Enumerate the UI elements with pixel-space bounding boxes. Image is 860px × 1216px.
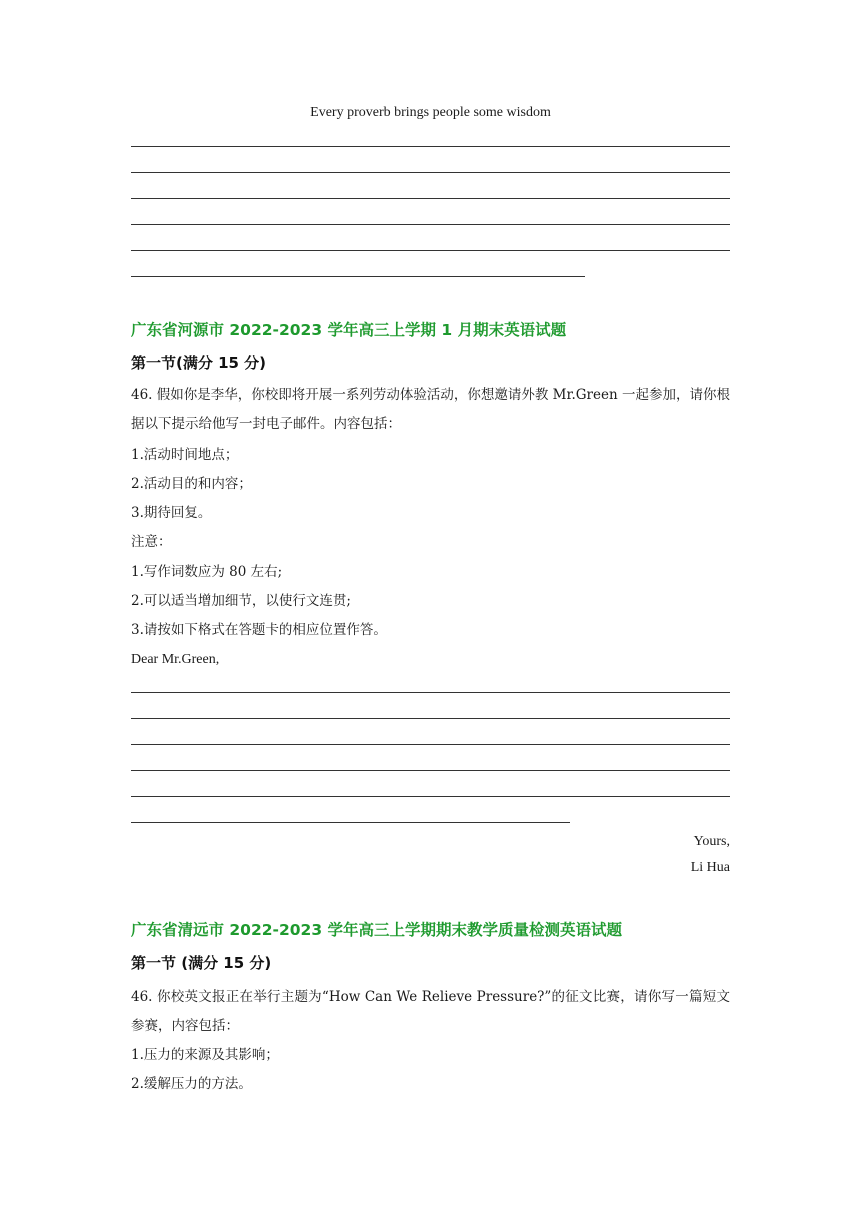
content-item: 1.活动时间地点； (131, 447, 239, 463)
question-prompt: 46. 你校英文报正在举行主题为“How Can We Relieve Pressure?”的征文比赛，请你写一篇短文参赛，内容包括： (131, 989, 730, 1034)
answer-line (131, 224, 730, 225)
letter-closing: Yours, (693, 834, 730, 849)
answer-line (131, 172, 730, 173)
answer-line (131, 770, 730, 771)
answer-line (131, 718, 730, 719)
note-item: 2.可以适当增加细节，以使行文连贯; (131, 593, 351, 609)
answer-line (131, 198, 730, 199)
answer-line (131, 146, 730, 147)
essay-title: Every proverb brings people some wisdom (310, 105, 551, 120)
content-item: 1.压力的来源及其影响； (131, 1047, 279, 1063)
content-item: 2.活动目的和内容； (131, 476, 252, 492)
answer-line (131, 250, 730, 251)
note-item: 3.请按如下格式在答题卡的相应位置作答。 (131, 622, 387, 638)
answer-line (131, 796, 730, 797)
section-title-qingyuan: 广东省清远市 2022-2023 学年高三上学期期末教学质量检测英语试题 (131, 921, 623, 939)
answer-line (131, 744, 730, 745)
letter-signature: Li Hua (690, 860, 730, 875)
note-item: 1.写作词数应为 80 左右; (131, 564, 283, 580)
letter-salutation: Dear Mr.Green, (131, 652, 220, 667)
answer-line (131, 692, 730, 693)
section-subhead: 第一节(满分 15 分) (131, 354, 267, 372)
question-prompt: 46. 假如你是李华，你校即将开展一系列劳动体验活动，你想邀请外教 Mr.Green 一起参加，请你根据以下提示给他写一封电子邮件。内容包括： (131, 387, 730, 432)
note-label: 注意： (131, 534, 172, 550)
section-title-heyuan: 广东省河源市 2022-2023 学年高三上学期 1 月期末英语试题 (131, 321, 567, 339)
section-subhead: 第一节 (满分 15 分) (131, 954, 272, 972)
answer-line-short (131, 822, 570, 823)
answer-line-short (131, 276, 585, 277)
content-item: 2.缓解压力的方法。 (131, 1076, 252, 1092)
content-item: 3.期待回复。 (131, 505, 212, 521)
